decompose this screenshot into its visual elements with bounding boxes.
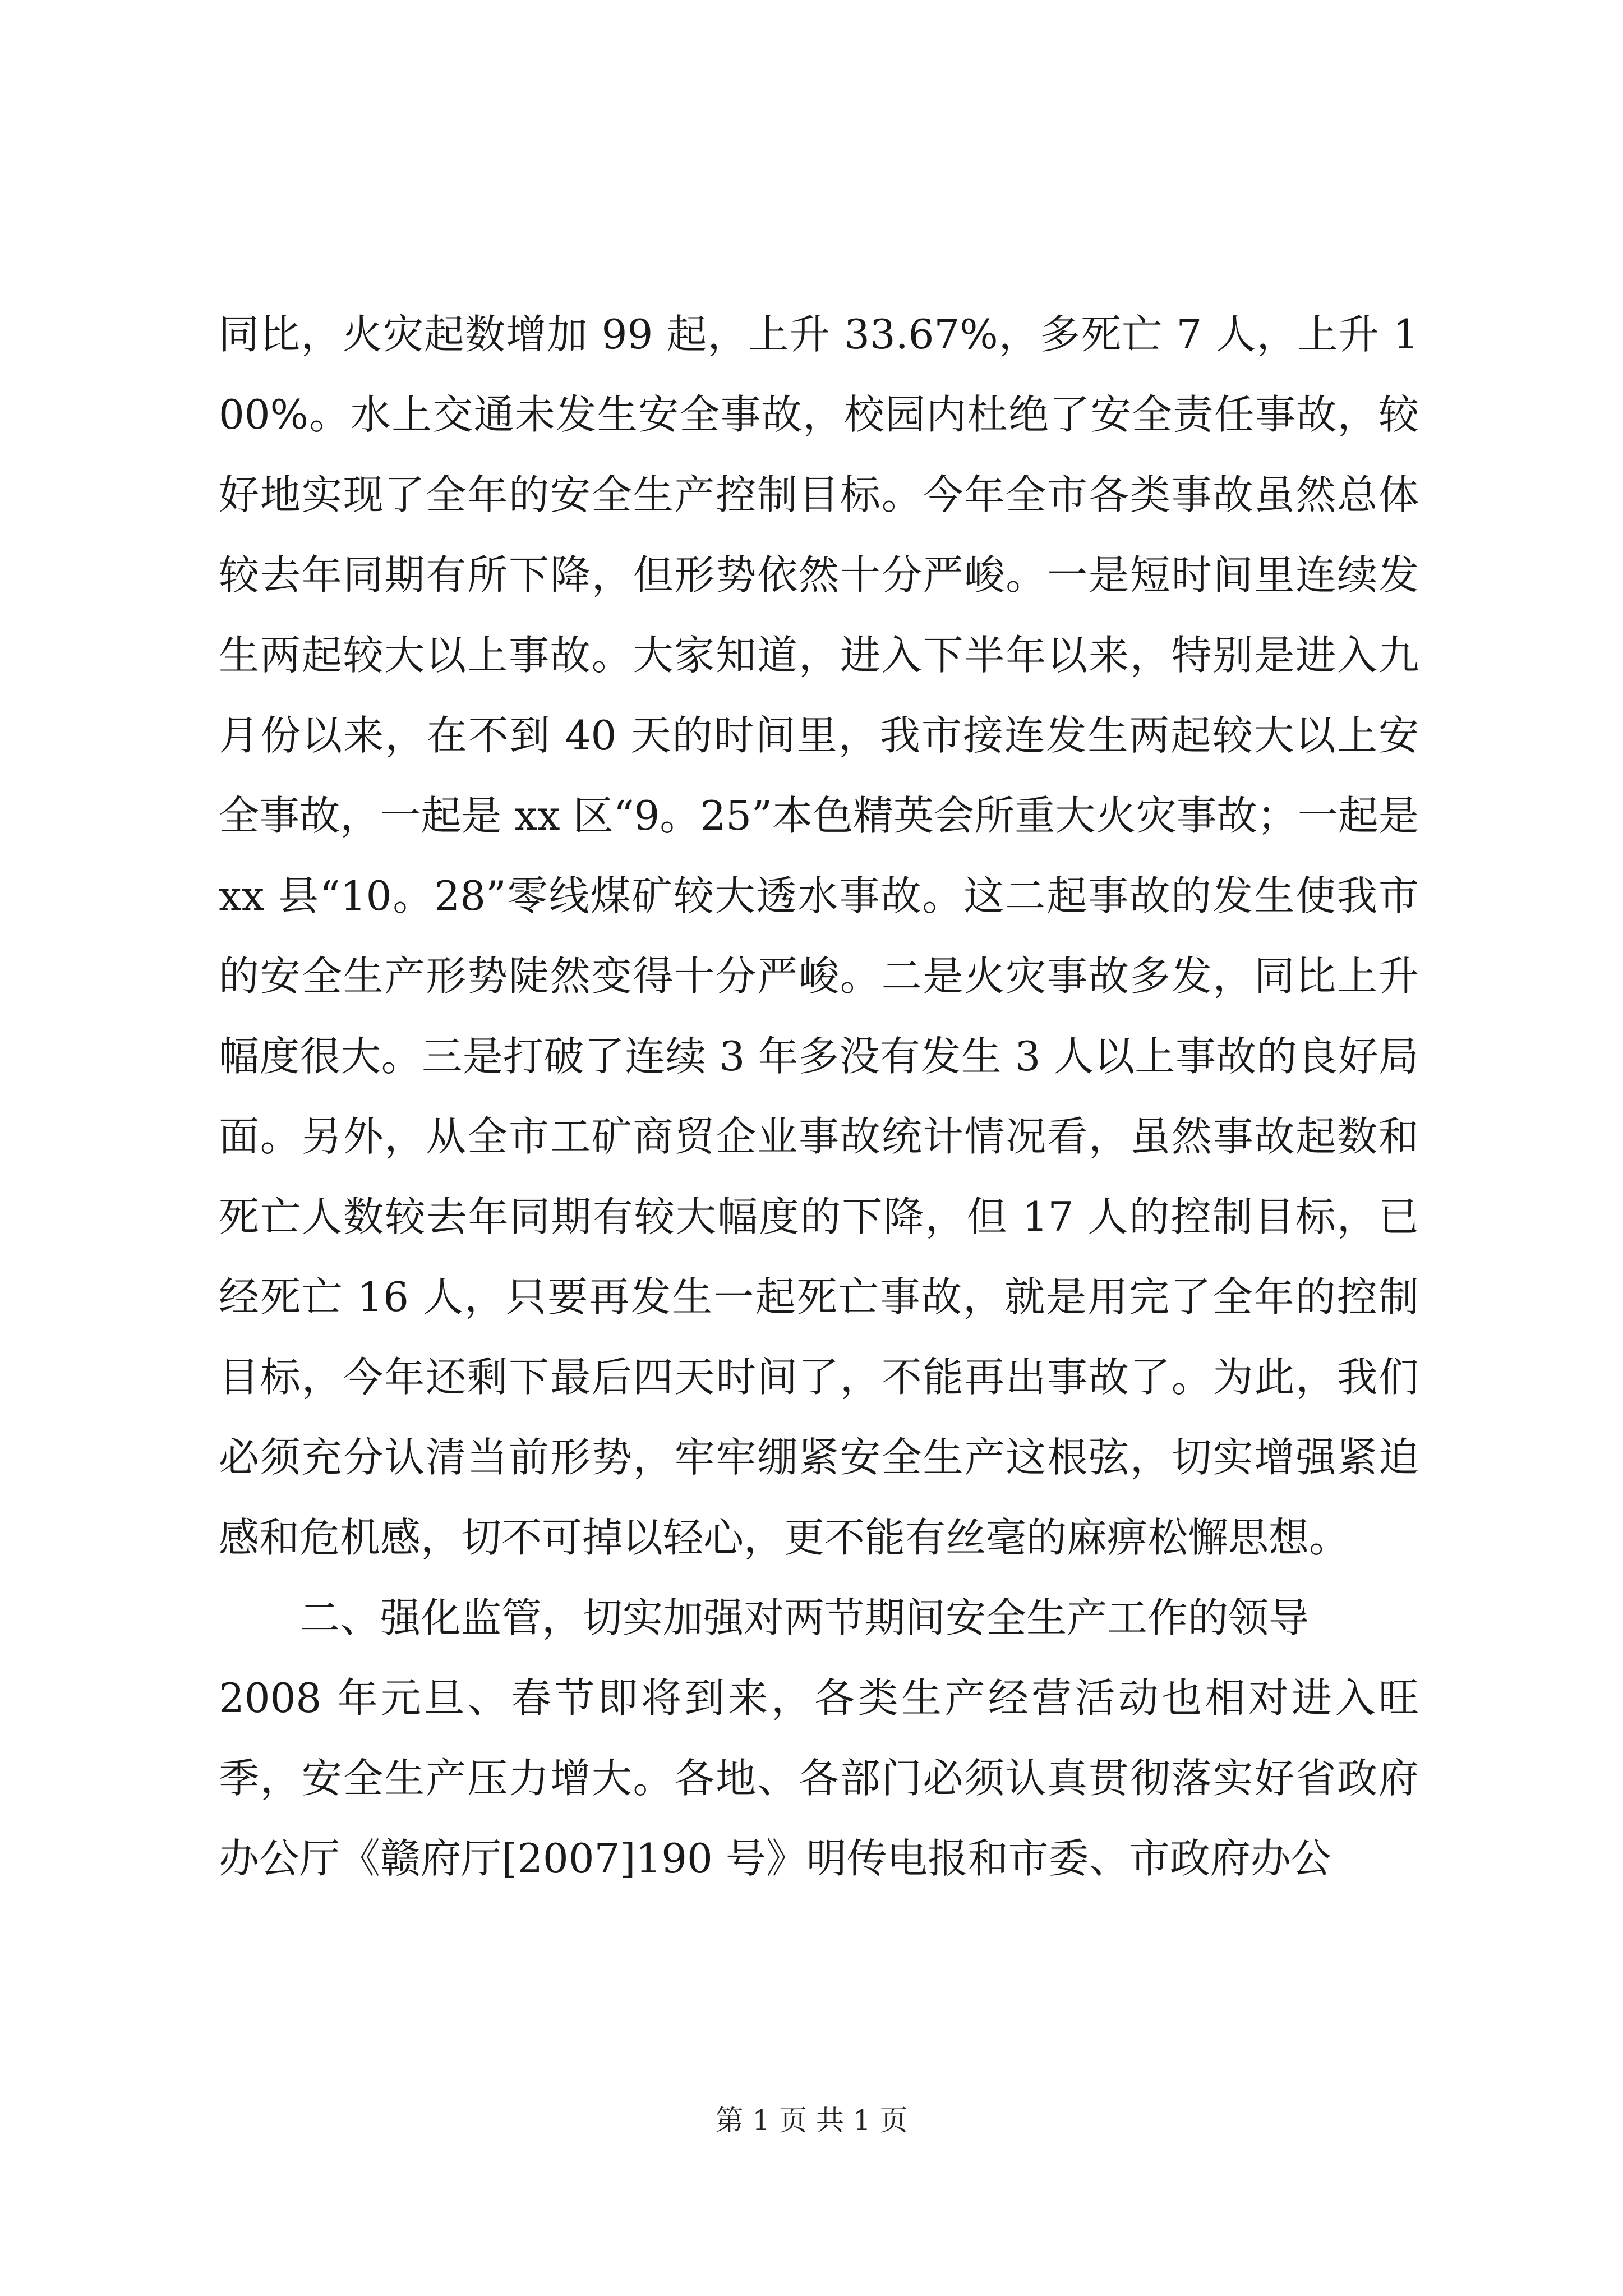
document-body [219, 295, 1419, 1899]
paragraph-safety-situation: 同比，火灾起数增加 99 起，上升 33.67%，多死亡 7 人，上升 100%。水上交通未发生安全事故，校园内杜绝了安全责任事故，较好地实现了全年的安全生产控制目标。今年全市各类事故虽然总体较去年同期有所下降，但形势依然十分严峻。一是短时间里连续发生两起较大以上事故。大家知道，进入下半年以来，特别是进入九月份以来，在不到 40 天的时间里，我市接连发生两起较大以上安全事故，一起是 xx 区“9。25”本色精英会所重大火灾事故；一起是 xx 县“10。28”零线煤矿较大透水事故。这二起事故的发生使我市的安全生产形势陡然变得十分严峻。二是火灾事故多发，同比上升幅度很大。三是打破了连续 3 年多没有发生 3 人以上事故的良好局面。另外，从全市工矿商贸企业事故统计情况看，虽然事故起数和死亡人数较去年同期有较大幅度的下降，但 17 人的控制目标，已经死亡 16 人，只要再发生一起死亡事故，就是用完了全年的控制目标，今年还剩下最后四天时间了，不能再出事故了。为此，我们必须充分认清当前形势，牢牢绷紧安全生产这根弦，切实增强紧迫感和危机感，切不可掉以轻心，更不能有丝毫的麻痹松懈思想。 [219, 311, 1419, 1561]
page-number-footer: 第 1 页 共 1 页 [715, 2104, 908, 2137]
paragraph-holiday-season: 2008 年元旦、春节即将到来，各类生产经营活动也相对进入旺季，安全生产压力增大。各地、各部门必须认真贯彻落实好省政府办公厅《赣府厅[2007]190 号》明传电报和市委、市政府办公 [219, 1674, 1419, 1882]
section-heading-supervision: 二、强化监管，切实加强对两节期间安全生产工作的领导 [299, 1594, 1310, 1641]
